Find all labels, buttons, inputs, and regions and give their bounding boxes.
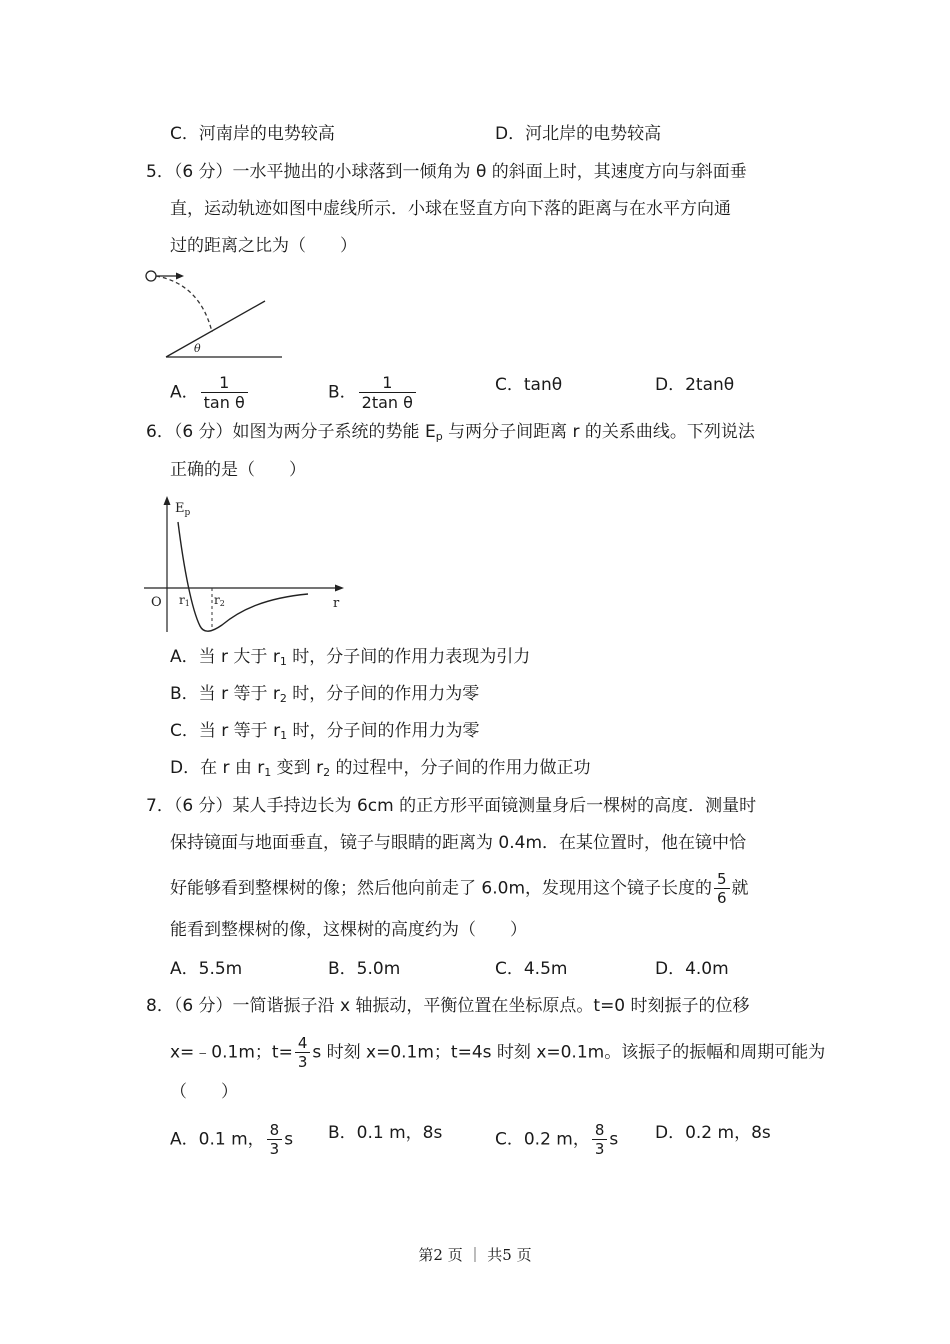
y-axis-label: $E_p$ — [175, 501, 191, 518]
q6-stem-line-2: 正确的是（ ） — [170, 460, 306, 480]
q8-fraction — [295, 1034, 311, 1071]
q8-stem-tail: s 时刻 x=0.1m；t=4s 时刻 x=0.1m。该振子的振幅和周期可能为 — [312, 1042, 826, 1063]
q6-option-a-sub: 1 — [279, 655, 287, 668]
q6-option-d-sub2: 2 — [323, 766, 331, 779]
fraction-denominator: 2tan θ — [359, 392, 416, 412]
q6-option-b-text: B．当 r 等于 r — [170, 684, 280, 704]
q6-stem-text-b: 与两分子间距离 r 的关系曲线。下列说法 — [442, 422, 755, 442]
q8-option-a-fraction — [267, 1121, 283, 1158]
q5-option-b-label: B． — [328, 382, 357, 403]
q5-stem-line-3: 过的距离之比为（ ） — [170, 236, 357, 256]
q7-stem-line-2: 保持镜面与地面垂直，镜子与眼睛的距离为 0.4m．在某位置时，他在镜中恰 — [170, 833, 746, 853]
q6-option-d-tail: 的过程中，分子间的作用力做正功 — [330, 758, 591, 778]
q7-option-d: D．4.0m — [655, 959, 729, 979]
fraction-numerator: 8 — [594, 1121, 605, 1139]
q6-option-d — [170, 756, 590, 780]
q6-potential-energy-graph — [140, 490, 350, 635]
q8-option-b: B．0.1 m，8s — [328, 1123, 443, 1143]
q6-option-c — [170, 719, 479, 743]
q8-option-a — [170, 1121, 293, 1158]
q6-option-a — [170, 645, 530, 669]
potential-curve — [178, 522, 308, 631]
fraction-denominator: 6 — [714, 888, 730, 907]
origin-label: O — [151, 595, 162, 610]
q5-option-c: C．tanθ — [495, 375, 563, 395]
q5-option-a-fraction — [201, 373, 248, 412]
q8-stem-line-2 — [170, 1034, 825, 1071]
q6-option-c-sub: 1 — [280, 729, 288, 742]
q5-option-b-fraction — [359, 373, 416, 412]
q7-stem-text: 好能够看到整棵树的像；然后他向前走了 6.0m，发现用这个镜子长度的 — [170, 878, 712, 899]
q6-option-d-text: D．在 r 由 r — [170, 758, 265, 778]
r2-label: r2 — [214, 593, 225, 608]
q6-option-d-sub1: 1 — [264, 766, 272, 779]
q7-stem-line-4: 能看到整棵树的像，这棵树的高度约为（ ） — [170, 920, 527, 940]
page-footer: 第2 页 ｜ 共5 页 — [418, 1246, 532, 1264]
q6-stem-line-1 — [146, 420, 755, 444]
q7-fraction — [714, 870, 730, 907]
q7-option-c: C．4.5m — [495, 959, 568, 979]
y-axis-arrow-icon — [164, 496, 171, 505]
q6-stem-text-a: 6．（6 分）如图为两分子系统的势能 E — [146, 422, 436, 442]
q6-option-b-tail: 时，分子间的作用力为零 — [286, 684, 480, 704]
q8-option-c — [495, 1121, 618, 1158]
trajectory-dashed-path — [156, 276, 212, 332]
x-axis-label: r — [333, 596, 340, 611]
q7-stem-line-1: 7．（6 分）某人手持边长为 6cm 的正方形平面镜测量身后一棵树的高度．测量时 — [146, 796, 757, 816]
q5-incline-figure — [140, 262, 290, 362]
fraction-denominator: 3 — [295, 1052, 311, 1071]
q6-option-a-text: A．当 r 大于 r — [170, 647, 280, 667]
q5-stem-line-1: 5．（6 分）一水平抛出的小球落到一倾角为 θ 的斜面上时，其速度方向与斜面垂 — [146, 162, 747, 182]
q8-stem-line-3: （ ） — [170, 1082, 238, 1102]
q5-stem-line-2: 直，运动轨迹如图中虚线所示．小球在竖直方向下落的距离与在水平方向通 — [170, 199, 731, 219]
q6-stem-sub: p — [435, 430, 443, 443]
q6-option-b — [170, 682, 479, 706]
fraction-denominator: 3 — [267, 1139, 283, 1158]
theta-label: θ — [194, 342, 201, 355]
q5-option-d: D．2tanθ — [655, 375, 735, 395]
q8-stem-text: x=﹣0.1m；t= — [170, 1042, 293, 1063]
q8-option-c-unit: s — [609, 1129, 619, 1150]
q8-option-a-unit: s — [284, 1129, 294, 1150]
q5-option-a — [170, 373, 250, 412]
q5-option-b — [328, 373, 418, 412]
q6-option-c-text: C．当 r 等于 r — [170, 721, 281, 741]
q8-stem-line-1: 8．（6 分）一简谐振子沿 x 轴振动，平衡位置在坐标原点。t=0 时刻振子的位移 — [146, 996, 750, 1016]
q4-option-d: D．河北岸的电势较高 — [495, 124, 662, 144]
q7-option-a: A．5.5m — [170, 959, 243, 979]
fraction-numerator: 8 — [269, 1121, 280, 1139]
fraction-numerator: 1 — [382, 373, 393, 392]
q6-option-b-sub: 2 — [279, 692, 287, 705]
q6-option-c-tail: 时，分子间的作用力为零 — [287, 721, 480, 741]
q7-stem-line-3 — [170, 870, 749, 907]
q6-option-a-tail: 时，分子间的作用力表现为引力 — [286, 647, 531, 667]
fraction-denominator: tan θ — [201, 392, 248, 412]
fraction-numerator: 5 — [717, 870, 727, 888]
fraction-numerator: 1 — [219, 373, 230, 392]
q5-option-a-label: A． — [170, 382, 199, 403]
q6-option-d-mid: 变到 r — [271, 758, 324, 778]
ball-icon — [146, 271, 156, 281]
q7-option-b: B．5.0m — [328, 959, 401, 979]
q8-option-c-fraction — [592, 1121, 608, 1158]
q8-option-a-text: A．0.1 m， — [170, 1129, 265, 1150]
arrow-head-icon — [176, 273, 184, 280]
r1-label: r1 — [179, 593, 190, 608]
q8-option-c-text: C．0.2 m， — [495, 1129, 590, 1150]
fraction-denominator: 3 — [592, 1139, 608, 1158]
q7-stem-tail: 就 — [731, 878, 749, 899]
x-axis-arrow-icon — [335, 585, 344, 592]
fraction-numerator: 4 — [297, 1034, 308, 1052]
incline-slope — [166, 301, 265, 357]
q4-option-c: C．河南岸的电势较高 — [170, 124, 335, 144]
q8-option-d: D．0.2 m，8s — [655, 1123, 771, 1143]
